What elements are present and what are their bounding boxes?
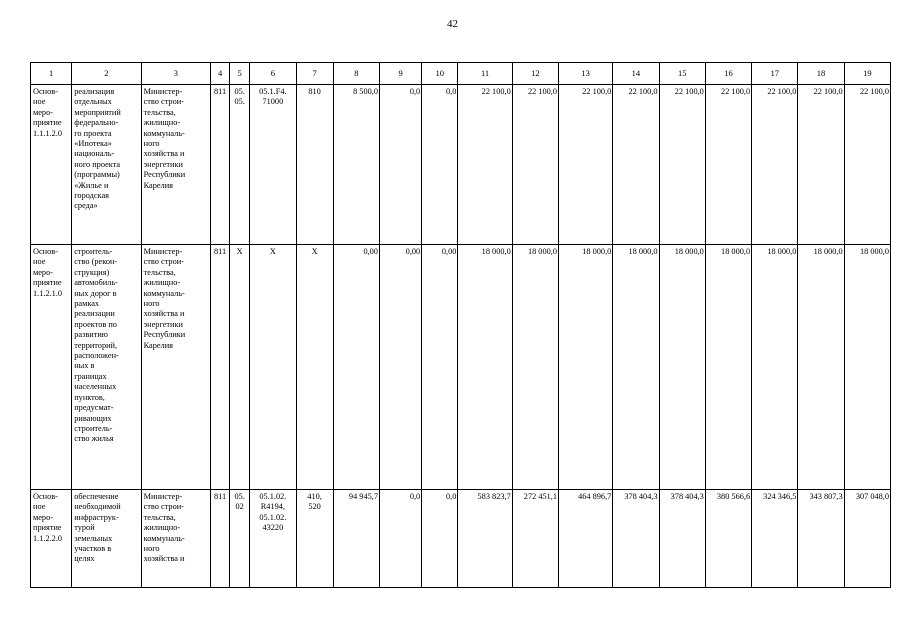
event-type-cell: Основ- ное меро- приятие 1.1.2.2.0 <box>31 490 72 588</box>
value-cell: 22 100,0 <box>613 85 659 245</box>
header-cell: 9 <box>379 63 421 85</box>
value-cell: 0,0 <box>422 85 458 245</box>
header-cell: 3 <box>141 63 210 85</box>
header-cell: 8 <box>333 63 379 85</box>
target-article-cell: 05.1.F4. 71000 <box>250 85 296 245</box>
executor-cell: Министер- ство строи- тельства, жилищно- коммуналь- ного хозяйства и энергетики Республики Карелия <box>141 245 210 490</box>
header-cell: 5 <box>230 63 250 85</box>
value-cell: 18 000,0 <box>558 245 612 490</box>
code-cell: 811 <box>211 245 230 490</box>
value-cell: 22 100,0 <box>512 85 558 245</box>
header-cell: 18 <box>798 63 844 85</box>
expense-type-cell: 410, 520 <box>296 490 333 588</box>
header-cell: 19 <box>844 63 890 85</box>
value-cell: 22 100,0 <box>798 85 844 245</box>
code-cell: 811 <box>211 490 230 588</box>
header-cell: 11 <box>458 63 512 85</box>
header-cell: 15 <box>659 63 705 85</box>
value-cell: 307 048,0 <box>844 490 890 588</box>
header-cell: 6 <box>250 63 296 85</box>
event-name-cell: реализация отдельных мероприятий федерально- го проекта «Ипотека» националь- ного проекта (программы) «Жилье и городская среда» <box>72 85 141 245</box>
value-cell: 583 823,7 <box>458 490 512 588</box>
value-cell: 378 404,3 <box>613 490 659 588</box>
value-cell: 18 000,0 <box>659 245 705 490</box>
header-row <box>31 63 891 85</box>
value-cell: 22 100,0 <box>752 85 798 245</box>
value-cell: 0,0 <box>422 490 458 588</box>
header-cell: 13 <box>558 63 612 85</box>
value-cell: 343 807,3 <box>798 490 844 588</box>
executor-cell: Министер- ство строи- тельства, жилищно- коммуналь- ного хозяйства и <box>141 490 210 588</box>
header-cell: 10 <box>422 63 458 85</box>
target-article-cell: 05.1.02. R4194, 05.1.02. 43220 <box>250 490 296 588</box>
expense-type-cell: Х <box>296 245 333 490</box>
table-row <box>31 490 891 588</box>
value-cell: 8 500,0 <box>333 85 379 245</box>
value-cell: 0,00 <box>379 245 421 490</box>
value-cell: 18 000,0 <box>512 245 558 490</box>
value-cell: 380 566,6 <box>705 490 751 588</box>
header-cell: 17 <box>752 63 798 85</box>
value-cell: 22 100,0 <box>659 85 705 245</box>
header-cell: 1 <box>31 63 72 85</box>
value-cell: 378 404,3 <box>659 490 705 588</box>
event-name-cell: обеспечение необходимой инфраструк- турой земельных участков в целях <box>72 490 141 588</box>
value-cell: 18 000,0 <box>798 245 844 490</box>
expense-type-cell: 810 <box>296 85 333 245</box>
table-row <box>31 85 891 245</box>
page-number: 42 <box>447 18 458 30</box>
value-cell: 22 100,0 <box>844 85 890 245</box>
section-cell: 05. 05. <box>230 85 250 245</box>
value-cell: 22 100,0 <box>458 85 512 245</box>
header-cell: 12 <box>512 63 558 85</box>
value-cell: 18 000,0 <box>705 245 751 490</box>
value-cell: 94 945,7 <box>333 490 379 588</box>
section-cell: Х <box>230 245 250 490</box>
budget-table <box>30 62 891 588</box>
target-article-cell: Х <box>250 245 296 490</box>
executor-cell: Министер- ство строи- тельства, жилищно- коммуналь- ного хозяйства и энергетики Республики Карелия <box>141 85 210 245</box>
header-cell: 14 <box>613 63 659 85</box>
header-cell: 4 <box>211 63 230 85</box>
value-cell: 22 100,0 <box>705 85 751 245</box>
event-name-cell: строитель- ство (рекон- струкция) автомобиль- ных дорог в рамках реализации проектов по развитию территорий, расположен- ных в границах населенных пунктов, предусмат- ривающих строитель- ство жилья <box>72 245 141 490</box>
value-cell: 272 451,1 <box>512 490 558 588</box>
value-cell: 22 100,0 <box>558 85 612 245</box>
event-type-cell: Основ- ное меро- приятие 1.1.1.2.0 <box>31 85 72 245</box>
value-cell: 0,00 <box>422 245 458 490</box>
code-cell: 811 <box>211 85 230 245</box>
event-type-cell: Основ- ное меро- приятие 1.1.2.1.0 <box>31 245 72 490</box>
table-row <box>31 245 891 490</box>
header-cell: 2 <box>72 63 141 85</box>
value-cell: 0,0 <box>379 85 421 245</box>
header-cell: 16 <box>705 63 751 85</box>
value-cell: 18 000,0 <box>844 245 890 490</box>
value-cell: 18 000,0 <box>458 245 512 490</box>
value-cell: 18 000,0 <box>752 245 798 490</box>
header-cell: 7 <box>296 63 333 85</box>
value-cell: 18 000,0 <box>613 245 659 490</box>
section-cell: 05. 02 <box>230 490 250 588</box>
value-cell: 0,00 <box>333 245 379 490</box>
value-cell: 324 346,5 <box>752 490 798 588</box>
value-cell: 0,0 <box>379 490 421 588</box>
value-cell: 464 896,7 <box>558 490 612 588</box>
